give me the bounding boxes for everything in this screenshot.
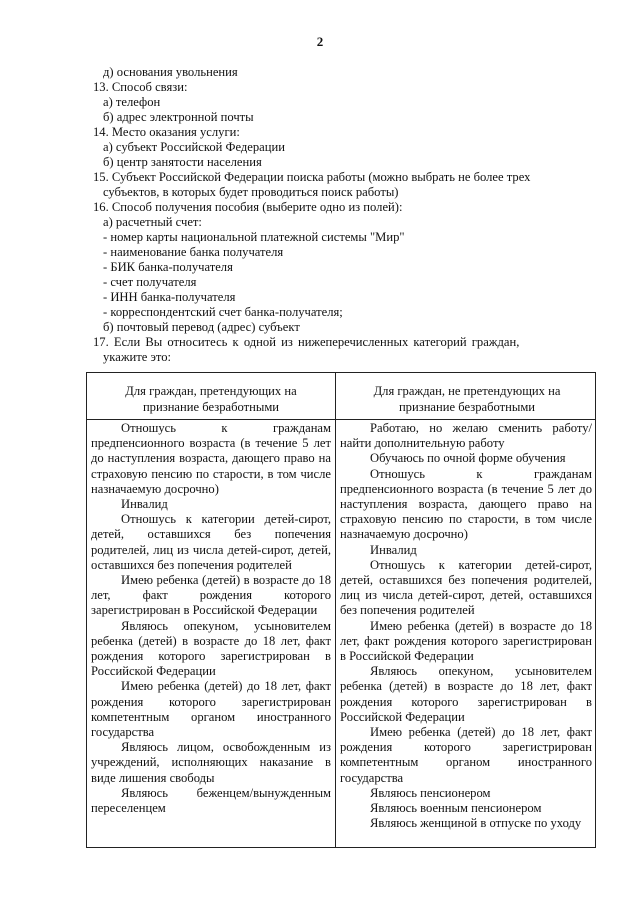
list-line: 15. Субъект Российской Федерации поиска работы (можно выбрать не более трех <box>93 170 531 184</box>
left-column <box>91 421 331 816</box>
list-line: - БИК банка-получателя <box>103 260 233 274</box>
list-line: 17. Если Вы относитесь к одной из нижеперечисленных категорий граждан, <box>93 335 520 349</box>
left-item: Инвалид <box>121 497 168 512</box>
list-line: субъектов, в которых будет проводиться поиск работы) <box>103 185 399 199</box>
list-line: - наименование банка получателя <box>103 245 284 259</box>
right-item: Отношусь к категории детей-сирот, детей, оставшихся без попечения родителей, лиц из числа детей-сирот, детей, оставшихся без попечения родителей <box>340 557 592 618</box>
list-line: 13. Способ связи: <box>93 80 188 94</box>
list-line: - номер карты национальной платежной системы "Мир" <box>103 230 405 244</box>
list-line: - ИНН банка-получателя <box>103 290 236 304</box>
left-item: Отношусь к категории детей-сирот, детей, оставшихся без попечения родителей, лиц из числа детей-сирот, детей, оставшихся без попечения родителей <box>91 512 331 572</box>
right-item: Являюсь пенсионером <box>370 785 491 800</box>
left-item: Имею ребенка (детей) до 18 лет, факт рождения которого зарегистрирован компетентным органом иностранного государства <box>91 679 331 740</box>
categories-table <box>86 372 596 848</box>
list-line: б) центр занятости населения <box>103 155 262 169</box>
left-item: Являюсь беженцем/вынужденным переселенцем <box>91 785 331 816</box>
list-line: - корреспондентский счет банка-получателя; <box>103 305 343 319</box>
list-line: д) основания увольнения <box>103 65 238 79</box>
right-item: Работаю, но желаю сменить работу/найти дополнительную работу <box>340 421 592 451</box>
list-line: а) субъект Российской Федерации <box>103 140 285 154</box>
right-column <box>340 421 592 831</box>
list-line: б) адрес электронной почты <box>103 110 254 124</box>
list-line: 14. Место оказания услуги: <box>93 125 240 139</box>
page-number: 2 <box>316 34 324 49</box>
left-item: Являюсь опекуном, усыновителем ребенка (детей) в возрасте до 18 лет, факт рождения которого зарегистрирован в Российской Федерации <box>91 618 331 679</box>
right-item: Имею ребенка (детей) в возрасте до 18 лет, факт рождения которого зарегистрирован в Российской Федерации <box>340 618 592 664</box>
header-divider <box>87 419 595 420</box>
right-item: Обучаюсь по очной форме обучения <box>370 451 566 466</box>
list-line: б) почтовый перевод (адрес) субъект <box>103 320 300 334</box>
list-line: укажите это: <box>103 350 172 364</box>
header-left: Для граждан, претендующих на признание безработными <box>125 384 297 414</box>
list-line: - счет получателя <box>103 275 197 289</box>
right-item: Являюсь женщиной в отпуске по уходу <box>370 816 582 831</box>
right-item: Являюсь военным пенсионером <box>370 801 542 816</box>
right-item: Имею ребенка (детей) до 18 лет, факт рождения которого зарегистрирован компетентным органом иностранного государства <box>340 725 592 785</box>
left-item: Являюсь лицом, освобожденным из учреждений, исполняющих наказание в виде лишения свободы <box>91 740 331 785</box>
list-line: 16. Способ получения пособия (выберите одно из полей): <box>93 200 403 214</box>
header-right: Для граждан, не претендующих на признание безработными <box>373 384 561 414</box>
list-line: а) расчетный счет: <box>103 215 202 229</box>
right-item: Отношусь к гражданам предпенсионного возраста (в течение 5 лет до наступления возраста, дающего право на страховую пенсию по старости, в том числе назначаемую досрочно) <box>340 466 592 542</box>
left-item: Имею ребенка (детей) в возрасте до 18 лет, факт рождения которого зарегистрирован в Российской Федерации <box>91 573 331 618</box>
column-divider <box>335 373 336 847</box>
right-item: Являюсь опекуном, усыновителем ребенка (детей) в возрасте до 18 лет, факт рождения которого зарегистрирован в Российской Федерации <box>340 664 592 724</box>
list-line: а) телефон <box>103 95 161 109</box>
left-item: Отношусь к гражданам предпенсионного возраста (в течение 5 лет до наступления возраста, дающего право на страховую пенсию по старости, в том числе назначаемую досрочно) <box>91 421 331 496</box>
right-item: Инвалид <box>370 542 417 557</box>
